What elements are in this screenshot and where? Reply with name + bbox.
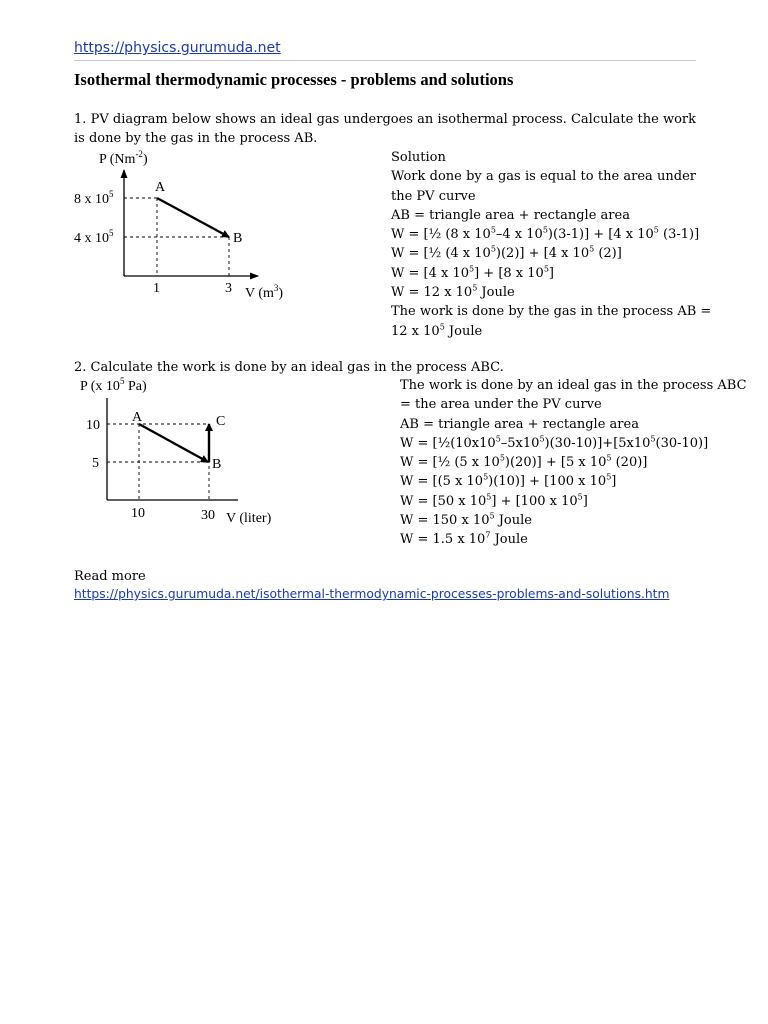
graph1-x-axis-label: V $(m^3)$ bbox=[245, 283, 284, 301]
problem1-question: 1. PV diagram below shows an ideal gas undergoes an isothermal process. Calculate the work is done by the gas in the process AB. bbox=[74, 112, 696, 146]
read-more-label: Read more bbox=[74, 569, 146, 584]
graph1-y-axis-label: P $(Nm^{-2})$ bbox=[99, 149, 148, 167]
solution2-line8: W = 150 x $10^5$ Joule bbox=[400, 511, 532, 529]
solution2-line1: The work is done by an ideal gas in the process ABC bbox=[400, 378, 747, 393]
graph2-point-b: B bbox=[212, 457, 222, 472]
pv-graph-2 bbox=[80, 376, 272, 526]
problem2-question: 2. Calculate the work is done by an ideal gas in the process ABC. bbox=[74, 360, 504, 375]
solution1-line1: Work done by a gas is equal to the area under the PV curve bbox=[391, 169, 696, 204]
graph2-y-tick-5: 5 bbox=[92, 456, 99, 471]
graph1-y-tick-8: 8 x $10^5$ bbox=[74, 189, 114, 207]
solution2-line4: $W = [\frac{1}{2}(10x10^5-5x10^5)(30-10)]+[5x10^5(30-10)]$ bbox=[400, 434, 709, 451]
solution1-line4: W = [½ (4 x $10^5)(2)] + [4$ x $10^5$ (2)] bbox=[391, 245, 622, 262]
solution2-line9: W = 1.5 x $10^7$ Joule bbox=[400, 531, 528, 548]
problem2-solution bbox=[400, 376, 745, 550]
solution2-line7: W = [50 x $10^5] + [100$ x $10^5$] bbox=[400, 492, 588, 509]
solution1-line3: W = [½ (8 x $10^5-4$ x $10^5)(3-1)] + [4$ x $10^5$ (3-1)] bbox=[391, 225, 700, 243]
solution2-line5: W = [½ (5 x $10^5)(20)] + [5$ x $10^5$ (20)] bbox=[400, 453, 648, 471]
solution1-line7: The work is done by the gas in the process AB = bbox=[391, 304, 712, 320]
graph1-point-b: B bbox=[233, 231, 243, 246]
solution1-line5: W = [4 x $10^5] + [8$ x $10^5$] bbox=[391, 264, 554, 281]
header-link[interactable]: https://physics.gurumuda.net bbox=[74, 40, 281, 56]
graph2-process-ab bbox=[139, 424, 208, 462]
solution2-line6: W = [(5 x $10^5)(10)] + [100$ x $10^5$] bbox=[400, 473, 617, 490]
read-more-link[interactable]: https://physics.gurumuda.net/isothermal-thermodynamic-processes-problems-and-solutions.htm bbox=[74, 587, 670, 601]
page-title: Isothermal thermodynamic processes - problems and solutions bbox=[74, 70, 514, 89]
graph2-x-axis-label: V (liter) bbox=[226, 511, 272, 526]
solution2-line2: = the area under the PV curve bbox=[400, 397, 602, 413]
problem1-solution bbox=[391, 148, 712, 341]
solution1-line2: AB = triangle area + rectangle area bbox=[391, 207, 630, 223]
graph2-y-tick-10: 10 bbox=[86, 418, 100, 433]
graph1-x-tick-3: 3 bbox=[225, 281, 232, 296]
graph2-y-axis-label: P (x $10^5$ Pa) bbox=[80, 376, 147, 394]
graph2-x-tick-30: 30 bbox=[201, 508, 215, 523]
graph1-y-tick-4: 4 x $10^5$ bbox=[74, 228, 114, 246]
solution2-line3: AB = triangle area + rectangle area bbox=[400, 416, 639, 432]
solution1-line8: 12 x $10^5$ Joule bbox=[391, 322, 483, 339]
solution1-line6: W = 12 x $10^5$ Joule bbox=[391, 283, 515, 301]
graph2-x-tick-10: 10 bbox=[131, 506, 145, 521]
graph1-x-tick-1: 1 bbox=[153, 281, 160, 296]
graph2-point-c: C bbox=[216, 414, 226, 429]
pv-graph-1 bbox=[74, 149, 283, 301]
graph2-point-a: A bbox=[132, 410, 143, 425]
graph1-point-a: A bbox=[155, 180, 166, 195]
solution1-heading: Solution bbox=[391, 150, 446, 165]
graph1-process-ab bbox=[157, 198, 229, 237]
